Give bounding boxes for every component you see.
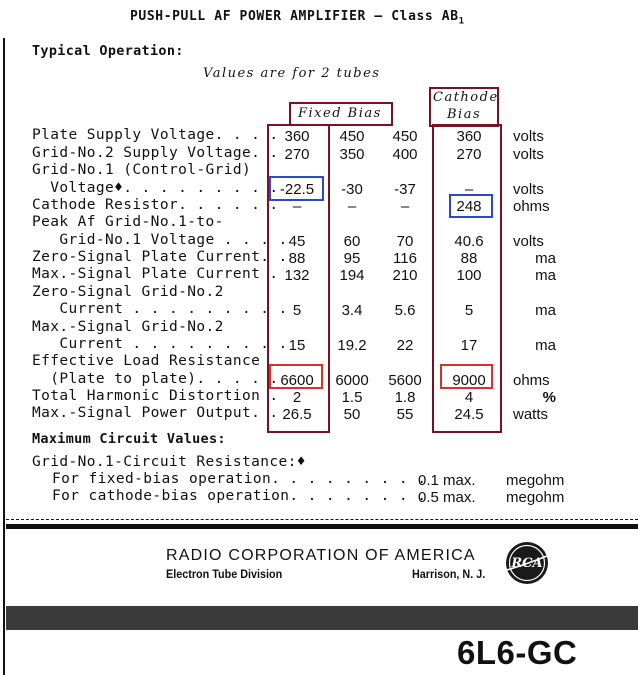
division-name: Electron Tube Division xyxy=(166,567,283,581)
row-unit: volts xyxy=(513,146,544,163)
footer-thin-rule xyxy=(6,519,638,521)
row-value: 6000 xyxy=(335,372,369,389)
row-value: 270 xyxy=(456,146,482,163)
row-label: Peak Af Grid-No.1-to- xyxy=(32,214,224,230)
row-label: Plate Supply Voltage. . . . xyxy=(32,127,279,143)
row-value: 400 xyxy=(392,146,418,163)
row-unit: % xyxy=(542,389,556,406)
row-label: Zero-Signal Plate Current. . xyxy=(32,249,288,265)
row-value: 3.4 xyxy=(341,302,363,319)
row-value: 24.5 xyxy=(454,406,484,423)
row-value: -37 xyxy=(394,181,416,198)
row-label: Effective Load Resistance xyxy=(32,353,261,369)
cathode-bias-operation-unit: megohm xyxy=(506,489,565,506)
row-value: 194 xyxy=(339,267,365,284)
grid-circuit-resistance-label: Grid-No.1-Circuit Resistance:♦ xyxy=(32,454,306,470)
row-value: 40.6 xyxy=(454,233,484,250)
row-label: Voltage♦. . . . . . . . . xyxy=(32,180,279,196)
location: Harrison, N. J. xyxy=(412,567,486,581)
row-value: 2 xyxy=(292,389,302,406)
row-label: Grid-No.2 Supply Voltage. . xyxy=(32,145,279,161)
row-label: Grid-No.1 Voltage . . . . xyxy=(32,232,288,248)
row-value: 1.5 xyxy=(341,389,363,406)
row-unit: ma xyxy=(535,250,556,267)
row-unit: volts xyxy=(513,181,544,198)
row-value: 19.2 xyxy=(337,337,367,354)
row-value: 116 xyxy=(393,250,417,267)
row-value: 26.5 xyxy=(282,406,312,423)
row-label: (Plate to plate). . . . . xyxy=(32,371,279,387)
row-value: 450 xyxy=(339,128,365,145)
rca-logo-text: RCA xyxy=(511,556,543,571)
row-value: – xyxy=(292,198,302,215)
row-unit: ohms xyxy=(513,372,550,389)
section-typical-operation: Typical Operation: xyxy=(32,43,184,59)
row-value: 50 xyxy=(343,406,361,423)
row-value: 5600 xyxy=(388,372,422,389)
row-value: – xyxy=(400,198,410,215)
tube-type: 6L6-GC xyxy=(457,634,578,671)
row-value: 88 xyxy=(460,250,478,267)
row-value: 4 xyxy=(464,389,474,406)
header-cathode-bias-line2: Bias xyxy=(447,107,482,122)
row-value: 88 xyxy=(288,250,306,267)
row-value: -22.5 xyxy=(279,181,315,198)
section-max-circuit-values: Maximum Circuit Values: xyxy=(32,431,226,447)
row-value: 95 xyxy=(343,250,361,267)
row-label: Total Harmonic Distortion . xyxy=(32,388,279,404)
row-value: 360 xyxy=(456,128,482,145)
row-value: 60 xyxy=(343,233,361,250)
row-label: Current . . . . . . . . . xyxy=(32,336,288,352)
row-label: Zero-Signal Grid-No.2 xyxy=(32,284,224,300)
row-value: 70 xyxy=(396,233,414,250)
left-margin-rule xyxy=(3,38,5,675)
company-name: RADIO CORPORATION OF AMERICA xyxy=(166,547,476,564)
row-value: 5 xyxy=(464,302,474,319)
fixed-bias-operation-label: For fixed-bias operation. . . . . . . . . xyxy=(52,471,427,487)
row-value: 22 xyxy=(396,337,414,354)
row-unit: volts xyxy=(513,128,544,145)
row-value: – xyxy=(347,198,357,215)
row-value: 5.6 xyxy=(394,302,416,319)
fixed-bias-operation-unit: megohm xyxy=(506,472,565,489)
row-label: Max.-Signal Power Output. . xyxy=(32,405,279,421)
row-label: Grid-No.1 (Control-Grid) xyxy=(32,162,252,178)
header-fixed-bias: Fixed Bias xyxy=(298,106,382,121)
row-value: 210 xyxy=(392,267,418,284)
row-unit: ohms xyxy=(513,198,550,215)
row-unit: ma xyxy=(535,302,556,319)
cathode-bias-operation-label: For cathode-bias operation. . . . . . . . xyxy=(52,488,427,504)
title-subscript: 1 xyxy=(458,16,465,27)
row-unit: ma xyxy=(535,337,556,354)
row-label: Current . . . . . . . . . xyxy=(32,301,288,317)
row-value: 55 xyxy=(396,406,414,423)
row-value: 1.8 xyxy=(394,389,416,406)
row-value: 45 xyxy=(288,233,306,250)
footer-dark-band xyxy=(6,606,638,630)
row-value: 100 xyxy=(456,267,482,284)
row-value: 450 xyxy=(392,128,418,145)
row-value: 17 xyxy=(460,337,478,354)
row-unit: ma xyxy=(535,267,556,284)
footer-thick-rule xyxy=(6,524,638,529)
values-note: Values are for 2 tubes xyxy=(203,66,381,81)
row-label: Max.-Signal Grid-No.2 xyxy=(32,319,224,335)
row-value: 6600 xyxy=(280,372,314,389)
fixed-bias-header-box xyxy=(289,102,393,126)
cathode-bias-operation-value: 0.5 max. xyxy=(418,489,476,506)
row-unit: volts xyxy=(513,233,544,250)
row-value: 132 xyxy=(284,267,310,284)
row-value: 5 xyxy=(292,302,302,319)
header-cathode-bias-line1: Cathode xyxy=(433,90,499,105)
row-unit: watts xyxy=(513,406,549,423)
fixed-bias-operation-value: 0.1 max. xyxy=(418,472,476,489)
row-value: 15 xyxy=(288,337,306,354)
row-value: 9000 xyxy=(452,372,486,389)
rca-logo xyxy=(504,540,550,586)
row-value: 248 xyxy=(456,198,482,215)
row-value: 270 xyxy=(284,146,310,163)
cathode-bias-header-box xyxy=(429,87,499,127)
row-value: 360 xyxy=(284,128,310,145)
row-label: Cathode Resistor. . . . . . xyxy=(32,197,279,213)
row-value: -30 xyxy=(341,181,363,198)
row-value: 350 xyxy=(339,146,365,163)
row-value: – xyxy=(464,181,474,198)
page-title: PUSH-PULL AF POWER AMPLIFIER — Class $AB_1$ xyxy=(130,9,465,27)
row-label: Max.-Signal Plate Current . xyxy=(32,266,279,282)
